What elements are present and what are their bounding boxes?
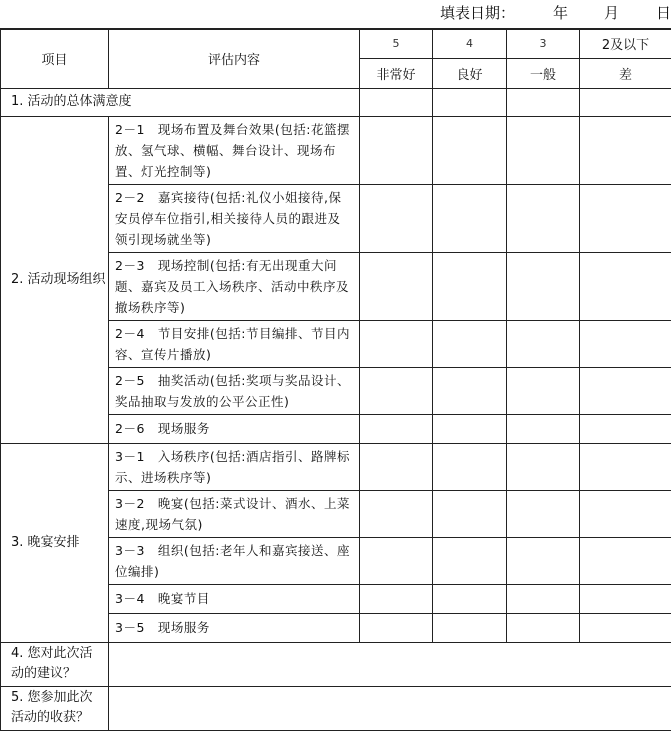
rating-cell[interactable]: [433, 414, 507, 443]
item-3-1: 3－1 入场秩序(包括:酒店指引、路牌标示、进场秩序等): [109, 443, 360, 490]
rating-cell[interactable]: [433, 490, 507, 537]
score-3: 3: [507, 29, 580, 58]
rating-cell[interactable]: [433, 184, 507, 252]
suggestion-field[interactable]: [109, 642, 671, 686]
score-5: 5: [360, 29, 433, 58]
rating-cell[interactable]: [360, 184, 433, 252]
item-2-4: 2－4 节目安排(包括:节目编排、节目内容、宣传片播放): [109, 320, 360, 367]
rating-cell[interactable]: [433, 367, 507, 414]
rating-cell[interactable]: [360, 320, 433, 367]
section-1-label: 1. 活动的总体满意度: [1, 88, 360, 116]
label-very-good: 非常好: [360, 58, 433, 88]
header-row-scores: [1, 29, 671, 58]
rating-cell[interactable]: [507, 490, 580, 537]
header-content: 评估内容: [109, 29, 360, 88]
item-2-3: 2－3 现场控制(包括:有无出现重大问题、嘉宾及员工入场秩序、活动中秩序及撤场秩序等): [109, 252, 360, 320]
date-line: [0, 0, 671, 28]
score-2-below: 2及以下: [580, 29, 671, 58]
item-3-3: 3－3 组织(包括:老年人和嘉宾接送、座位编排): [109, 537, 360, 584]
rating-cell[interactable]: [580, 367, 671, 414]
date-year: 年: [553, 2, 568, 23]
row-2-1: [1, 116, 671, 184]
rating-cell[interactable]: [580, 613, 671, 642]
rating-cell[interactable]: [360, 584, 433, 613]
rating-cell[interactable]: [507, 537, 580, 584]
rating-cell[interactable]: [433, 537, 507, 584]
section-4-label: 4. 您对此次活动的建议？: [1, 642, 109, 686]
item-2-6: 2－6 现场服务: [109, 414, 360, 443]
rating-cell[interactable]: [580, 490, 671, 537]
date-month: 月: [604, 2, 619, 23]
section-3-label: 3. 晚宴安排: [1, 443, 109, 642]
rating-cell[interactable]: [360, 443, 433, 490]
rating-cell[interactable]: [360, 613, 433, 642]
rating-cell[interactable]: [580, 184, 671, 252]
rating-cell[interactable]: [507, 320, 580, 367]
rating-cell[interactable]: [433, 88, 507, 116]
score-4: 4: [433, 29, 507, 58]
rating-cell[interactable]: [433, 443, 507, 490]
gain-field[interactable]: [109, 686, 671, 730]
rating-cell[interactable]: [507, 88, 580, 116]
rating-cell[interactable]: [433, 116, 507, 184]
rating-cell[interactable]: [360, 252, 433, 320]
label-good: 良好: [433, 58, 507, 88]
rating-cell[interactable]: [360, 367, 433, 414]
rating-cell[interactable]: [507, 184, 580, 252]
rating-cell[interactable]: [580, 252, 671, 320]
rating-cell[interactable]: [507, 443, 580, 490]
rating-cell[interactable]: [580, 320, 671, 367]
rating-cell[interactable]: [433, 252, 507, 320]
item-2-2: 2－2 嘉宾接待(包括:礼仪小姐接待,保安员停车位指引,相关接待人员的跟进及领引现场就坐等): [109, 184, 360, 252]
header-item: 项目: [1, 29, 109, 88]
item-3-5: 3－5 现场服务: [109, 613, 360, 642]
rating-cell[interactable]: [580, 116, 671, 184]
row-3-1: [1, 443, 671, 490]
rating-cell[interactable]: [507, 584, 580, 613]
rating-cell[interactable]: [360, 414, 433, 443]
rating-cell[interactable]: [360, 537, 433, 584]
item-2-5: 2－5 抽奖活动(包括:奖项与奖品设计、奖品抽取与发放的公平公正性): [109, 367, 360, 414]
rating-cell[interactable]: [580, 443, 671, 490]
rating-cell[interactable]: [360, 116, 433, 184]
rating-cell[interactable]: [507, 252, 580, 320]
label-poor: 差: [580, 58, 671, 88]
rating-cell[interactable]: [507, 613, 580, 642]
item-3-4: 3－4 晚宴节目: [109, 584, 360, 613]
rating-cell[interactable]: [580, 88, 671, 116]
rating-cell[interactable]: [433, 613, 507, 642]
label-average: 一般: [507, 58, 580, 88]
item-2-1: 2－1 现场布置及舞台效果(包括:花篮摆放、氢气球、横幅、舞台设计、现场布置、灯光控制等): [109, 116, 360, 184]
rating-cell[interactable]: [580, 537, 671, 584]
section-5-label: 5. 您参加此次活动的收获？: [1, 686, 109, 730]
evaluation-table: [0, 28, 671, 731]
rating-cell[interactable]: [433, 320, 507, 367]
rating-cell[interactable]: [433, 584, 507, 613]
rating-cell[interactable]: [580, 584, 671, 613]
rating-cell[interactable]: [360, 88, 433, 116]
date-label: 填表日期：: [440, 2, 515, 23]
row-suggestion: [1, 642, 671, 686]
item-3-2: 3－2 晚宴(包括:菜式设计、酒水、上菜速度,现场气氛): [109, 490, 360, 537]
row-overall: [1, 88, 671, 116]
rating-cell[interactable]: [360, 490, 433, 537]
date-day: 日: [656, 2, 671, 23]
section-2-label: 2. 活动现场组织: [1, 116, 109, 443]
rating-cell[interactable]: [507, 414, 580, 443]
row-gain: [1, 686, 671, 730]
rating-cell[interactable]: [507, 116, 580, 184]
rating-cell[interactable]: [580, 414, 671, 443]
rating-cell[interactable]: [507, 367, 580, 414]
